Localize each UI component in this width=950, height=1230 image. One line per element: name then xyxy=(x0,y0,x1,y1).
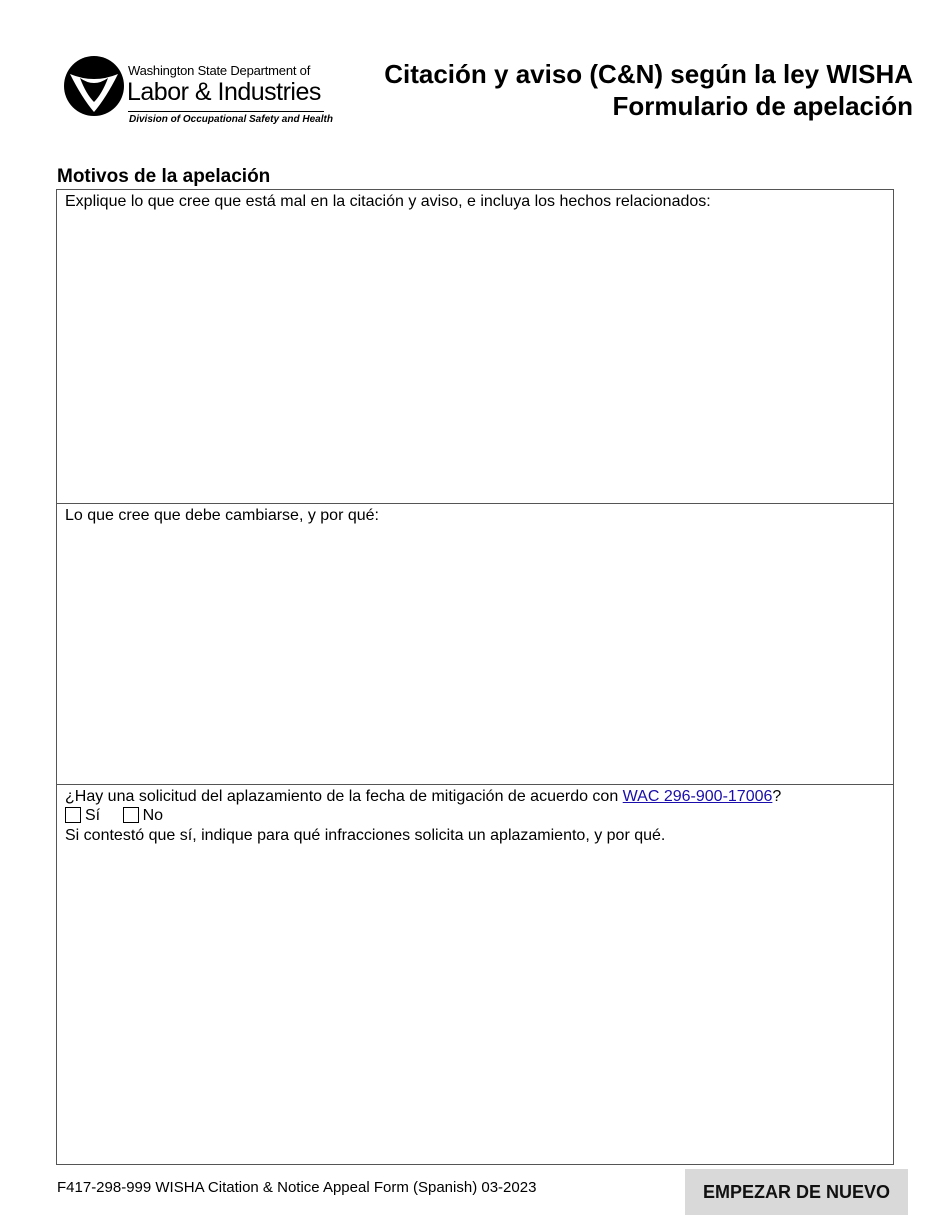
logo-divider xyxy=(128,111,324,112)
extension-prompt-text: ¿Hay una solicitud del aplazamiento de la fecha de mitigación de acuerdo con xyxy=(65,788,623,805)
reset-button[interactable]: EMPEZAR DE NUEVO xyxy=(685,1169,908,1215)
yes-checkbox[interactable] xyxy=(65,807,81,823)
wac-link[interactable]: WAC 296-900-17006 xyxy=(622,788,773,805)
extension-prompt-end: ? xyxy=(772,788,782,805)
no-checkbox[interactable] xyxy=(123,807,139,823)
appeal-reasons-form xyxy=(56,189,894,1165)
change-field[interactable] xyxy=(57,504,893,785)
extension-followup: Si contestó que sí, indique para qué infracciones solicita un aplazamiento, y por qué. xyxy=(65,827,666,844)
page-title-line1: Citación y aviso (C&N) según la ley WISHA xyxy=(384,59,913,89)
lni-logo-mark-icon xyxy=(62,54,126,118)
page-title-line2: Formulario de apelación xyxy=(612,91,913,121)
lni-logo xyxy=(62,54,333,128)
logo-agency: Labor & Industries xyxy=(127,78,321,106)
extension-prompt xyxy=(65,787,781,806)
change-prompt: Lo que cree que debe cambiarse, y por qué: xyxy=(65,507,379,524)
no-label: No xyxy=(142,807,164,824)
logo-department: Washington State Department of xyxy=(128,63,311,78)
page-title xyxy=(384,58,913,122)
explain-field[interactable] xyxy=(57,190,893,504)
extension-field[interactable] xyxy=(57,785,893,1164)
form-id: F417-298-999 WISHA Citation & Notice Appeal Form (Spanish) 03-2023 xyxy=(57,1179,537,1196)
extension-choice xyxy=(65,807,181,825)
explain-prompt: Explique lo que cree que está mal en la citación y aviso, e incluya los hechos relacionados: xyxy=(65,193,711,210)
section-heading: Motivos de la apelación xyxy=(57,166,271,187)
logo-division: Division of Occupational Safety and Health xyxy=(129,114,333,125)
yes-label: Sí xyxy=(85,807,101,824)
